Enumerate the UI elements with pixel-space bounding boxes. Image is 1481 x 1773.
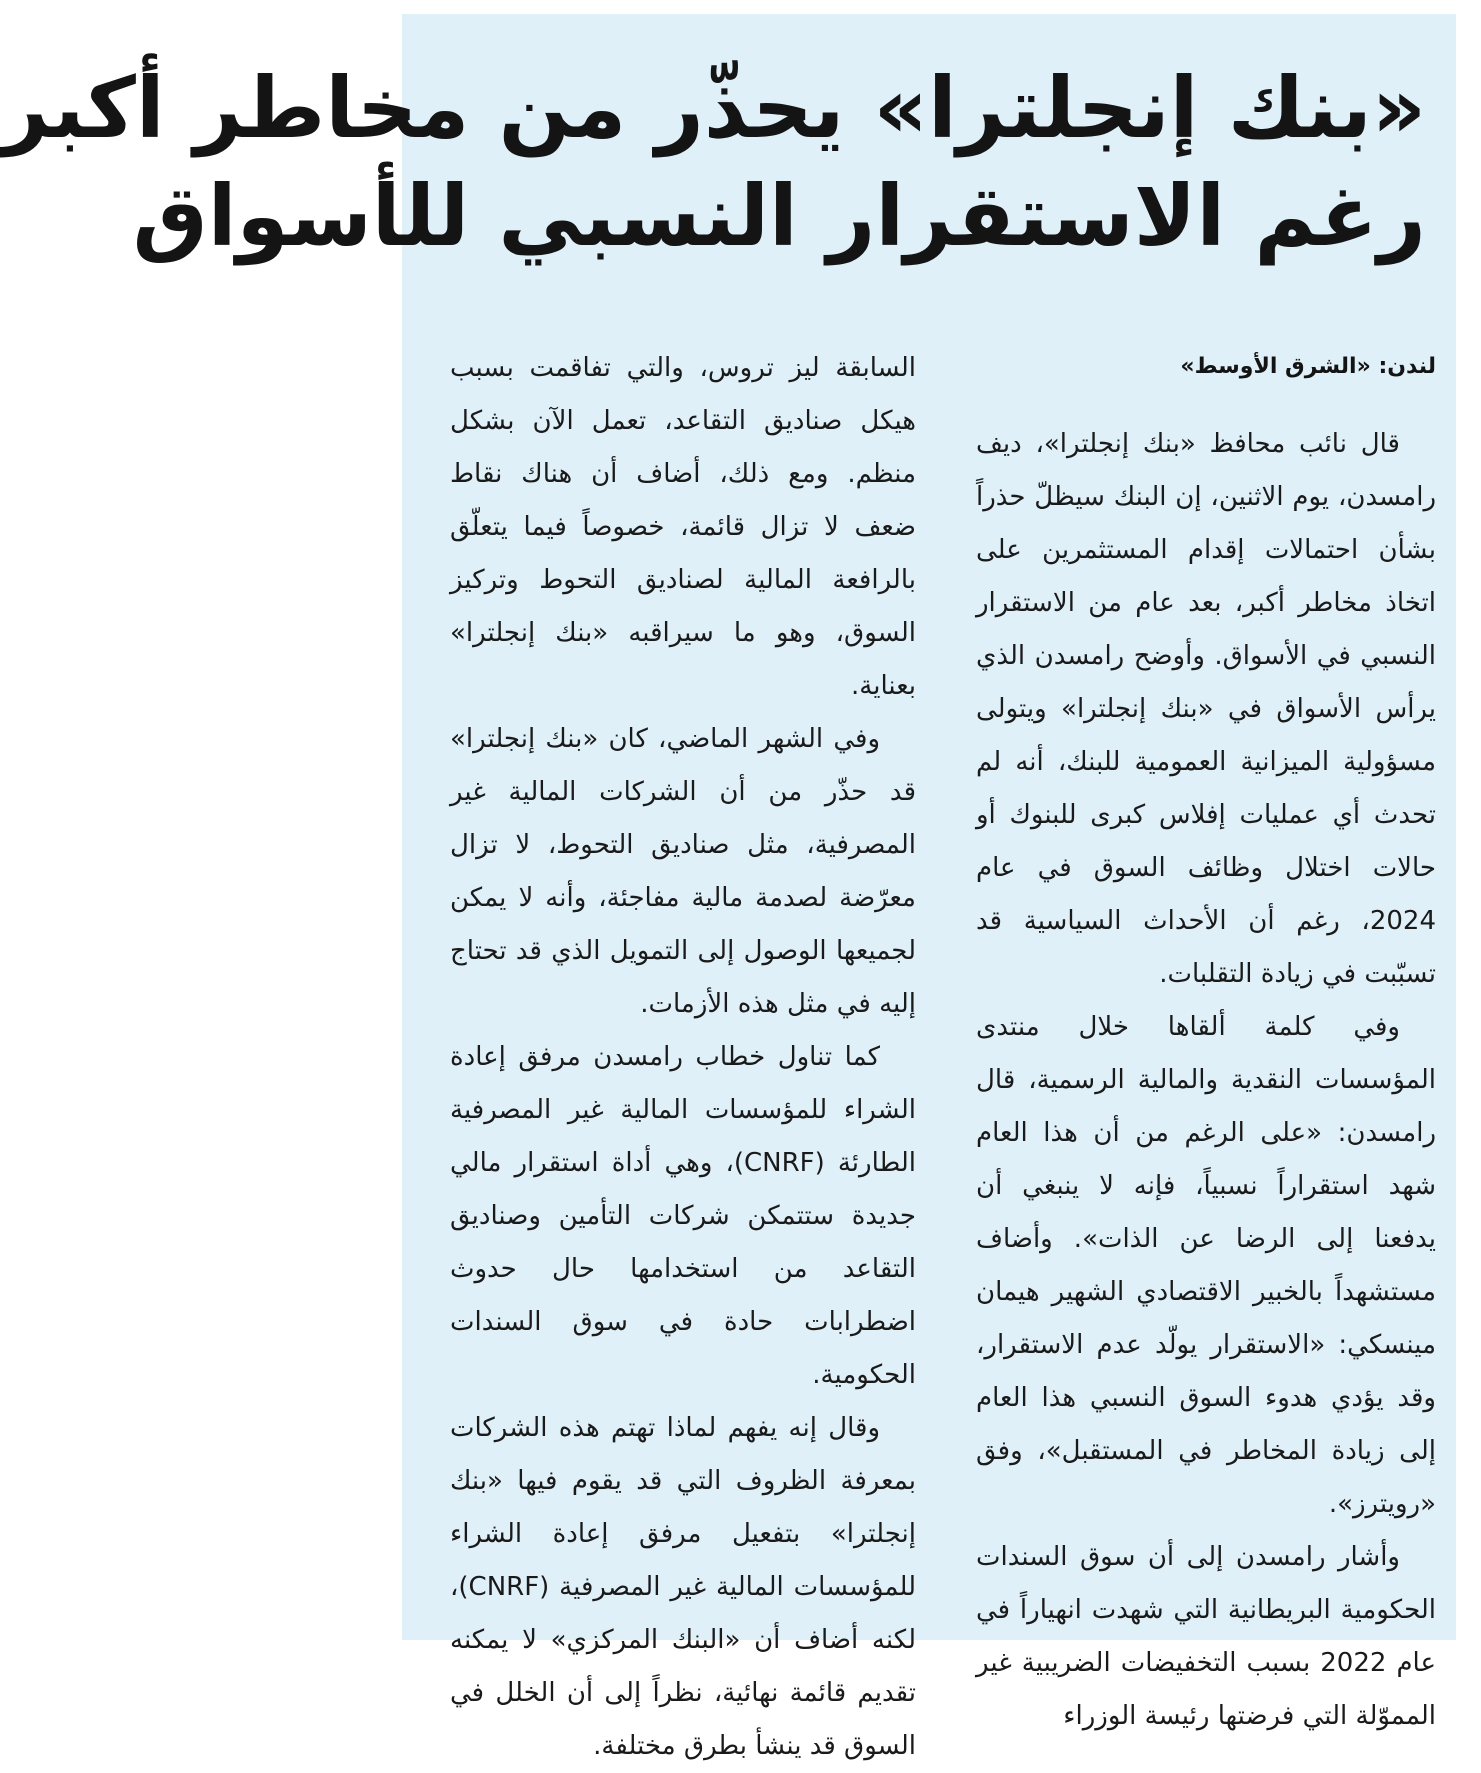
article-paragraph: قال نائب محافظ «بنك إنجلترا»، ديف رامسدن، يوم الاثنين، إن البنك سيظلّ حذراً بشأن احتمالات إقدام المستثمرين على اتخاذ مخاطر أكبر، بعد عام من الاستقرار النسبي في الأسواق. وأوضح رامسدن الذي يرأس الأسواق في «بنك إنجلترا» ويتولى مسؤولية الميزانية العمومية للبنك، أنه لم تحدث أي عمليات إفلاس كبرى للبنوك أو حالات اختلال وظائف السوق في عام 2024، رغم أن الأحداث السياسية قد تسبّبت في زيادة التقلبات. [976,429,1436,989]
article-column-right [976,418,1436,1731]
article-column-left [450,342,916,1761]
article-paragraph: وأشار رامسدن إلى أن سوق السندات الحكومية البريطانية التي شهدت انهياراً في عام 2022 بسبب التخفيضات الضريبية غير المموّلة التي فرضتها رئيسة الوزراء [976,1542,1436,1731]
article-paragraph: وفي الشهر الماضي، كان «بنك إنجلترا» قد حذّر من أن الشركات المالية غير المصرفية، مثل صناديق التحوط، لا تزال معرّضة لصدمة مالية مفاجئة، وأنه لا يمكن لجميعها الوصول إلى التمويل الذي قد تحتاج إليه في مثل هذه الأزمات. [450,724,916,1019]
article-paragraph: السابقة ليز تروس، والتي تفاقمت بسبب هيكل صناديق التقاعد، تعمل الآن بشكل منظم. ومع ذلك، أضاف أن هناك نقاط ضعف لا تزال قائمة، خصوصاً فيما يتعلّق بالرافعة المالية لصناديق التحوط وتركيز السوق، وهو ما سيراقبه «بنك إنجلترا» بعناية. [450,353,916,701]
headline-line-2: رغم الاستقرار النسبي للأسواق [132,167,1426,265]
article-paragraph: وقال إنه يفهم لماذا تهتم هذه الشركات بمعرفة الظروف التي قد يقوم فيها «بنك إنجلترا» بتفعيل مرفق إعادة الشراء للمؤسسات المالية غير المصرفية (CNRF)، لكنه أضاف أن «البنك المركزي» لا يمكنه تقديم قائمة نهائية، نظراً إلى أن الخلل في السوق قد ينشأ بطرق مختلفة. [450,1413,916,1761]
article-headline [0,54,1426,270]
headline-line-1: «بنك إنجلترا» يحذّر من مخاطر أكبر [0,59,1426,157]
byline: لندن: «الشرق الأوسط» [1180,354,1436,379]
article-paragraph: كما تناول خطاب رامسدن مرفق إعادة الشراء للمؤسسات المالية غير المصرفية الطارئة (CNRF)، وهي أداة استقرار مالي جديدة ستتمكن شركات التأمين وصناديق التقاعد من استخدامها حال حدوث اضطرابات حادة في سوق السندات الحكومية. [450,1042,916,1390]
article-paragraph: وفي كلمة ألقاها خلال منتدى المؤسسات النقدية والمالية الرسمية، قال رامسدن: «على الرغم من أن هذا العام شهد استقراراً نسبياً، فإنه لا ينبغي أن يدفعنا إلى الرضا عن الذات». وأضاف مستشهداً بالخبير الاقتصادي الشهير هيمان مينسكي: «الاستقرار يولّد عدم الاستقرار، وقد يؤدي هدوء السوق النسبي هذا العام إلى زيادة المخاطر في المستقبل»، وفق «رويترز». [976,1012,1436,1519]
article-panel [0,14,1456,1761]
